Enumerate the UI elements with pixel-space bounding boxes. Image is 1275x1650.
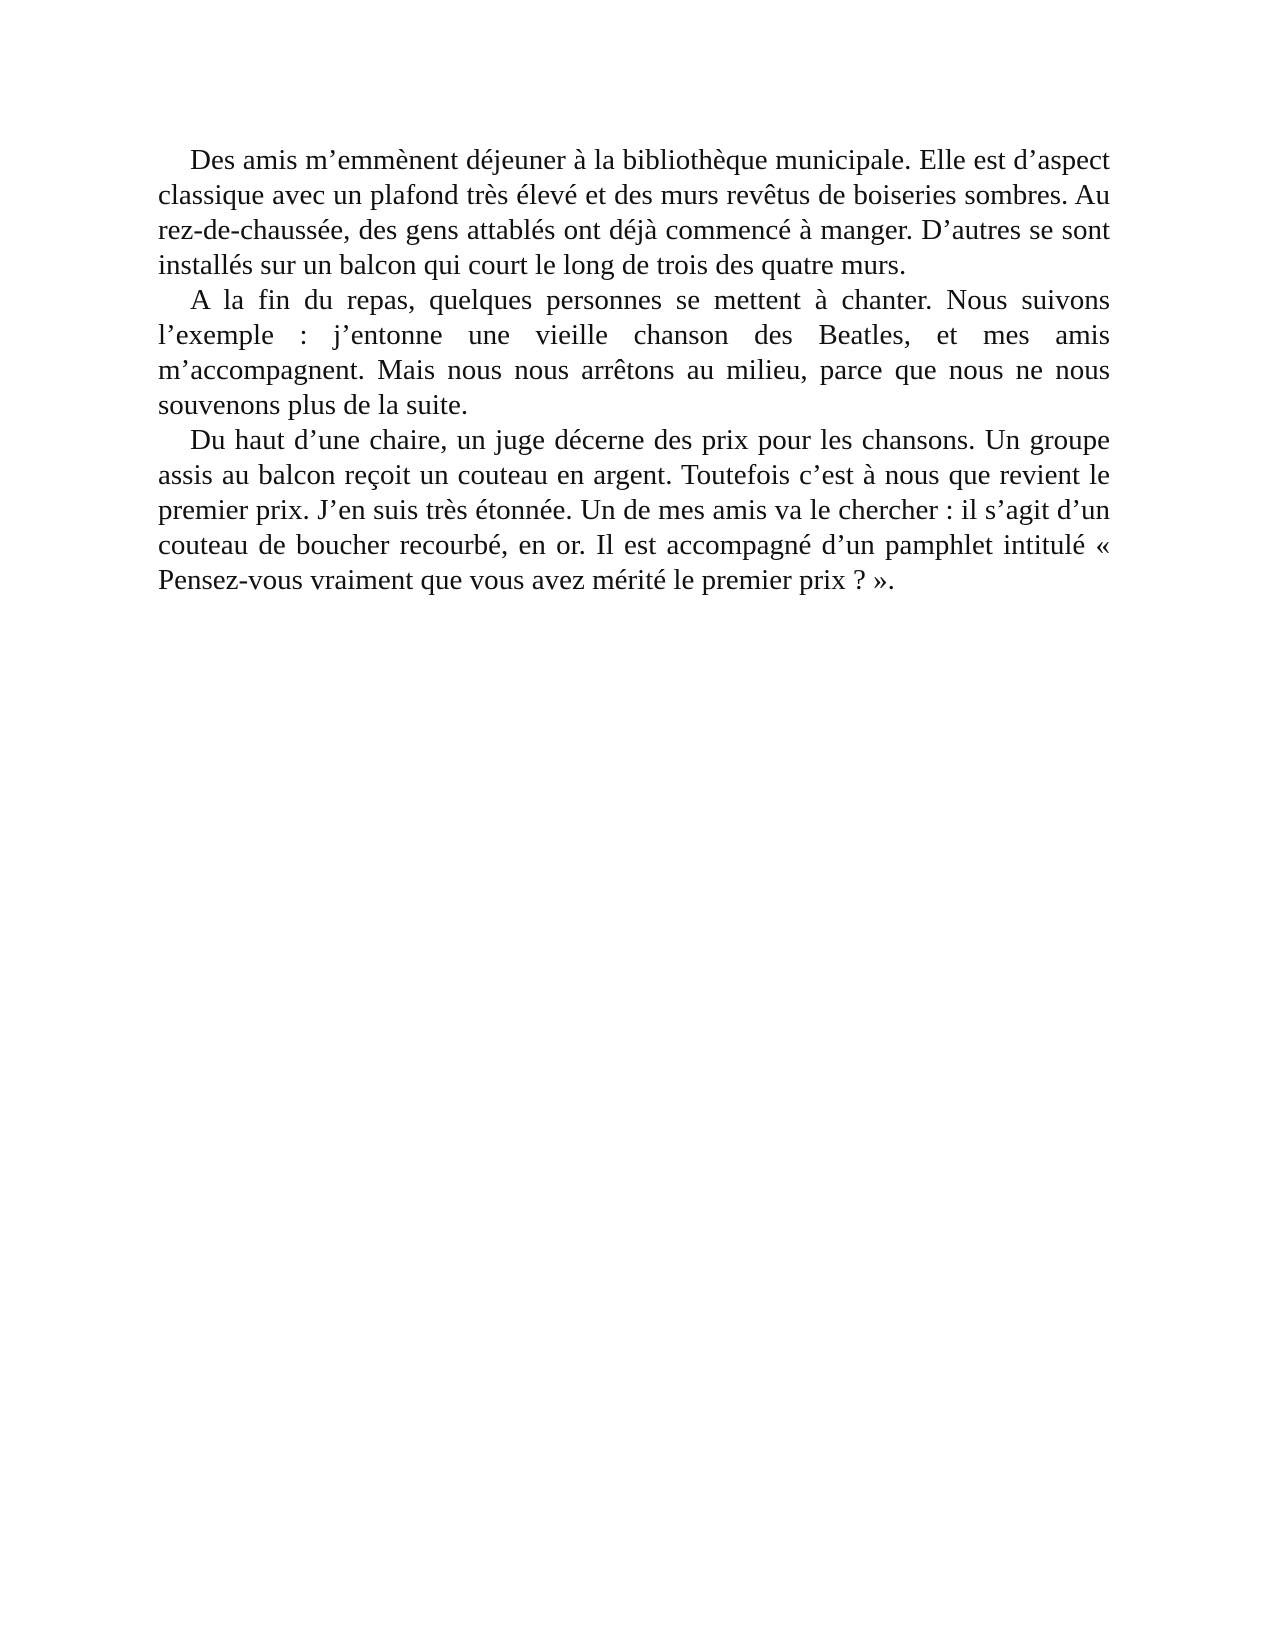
paragraph-1: Des amis m’emmènent déjeuner à la bibliothèque municipale. Elle est d’aspect classique avec un plafond très élevé et des murs revêtus de boiseries sombres. Au rez-de-chaussée, des gens attablés ont déjà commencé à manger. D’autres se sont installés sur un balcon qui court le long de trois des quatre murs. (158, 144, 1110, 281)
paragraph-3: Du haut d’une chaire, un juge décerne des prix pour les chansons. Un groupe assis au balcon reçoit un couteau en argent. Toutefois c’est à nous que revient le premier prix. J’en suis très étonnée. Un de mes amis va le chercher : il s’agit d’un couteau de boucher recourbé, en or. Il est accompagné d’un pamphlet intitulé « Pensez-vous vraiment que vous avez mérité le premier prix ? ». (158, 424, 1110, 596)
paragraph-2: A la fin du repas, quelques personnes se mettent à chanter. Nous suivons l’exemple : j’entonne une vieille chanson des Beatles, et mes amis m’accompagnent. Mais nous nous arrêtons au milieu, parce que nous ne nous souvenons plus de la suite. (158, 284, 1110, 421)
body-text (158, 143, 1110, 598)
